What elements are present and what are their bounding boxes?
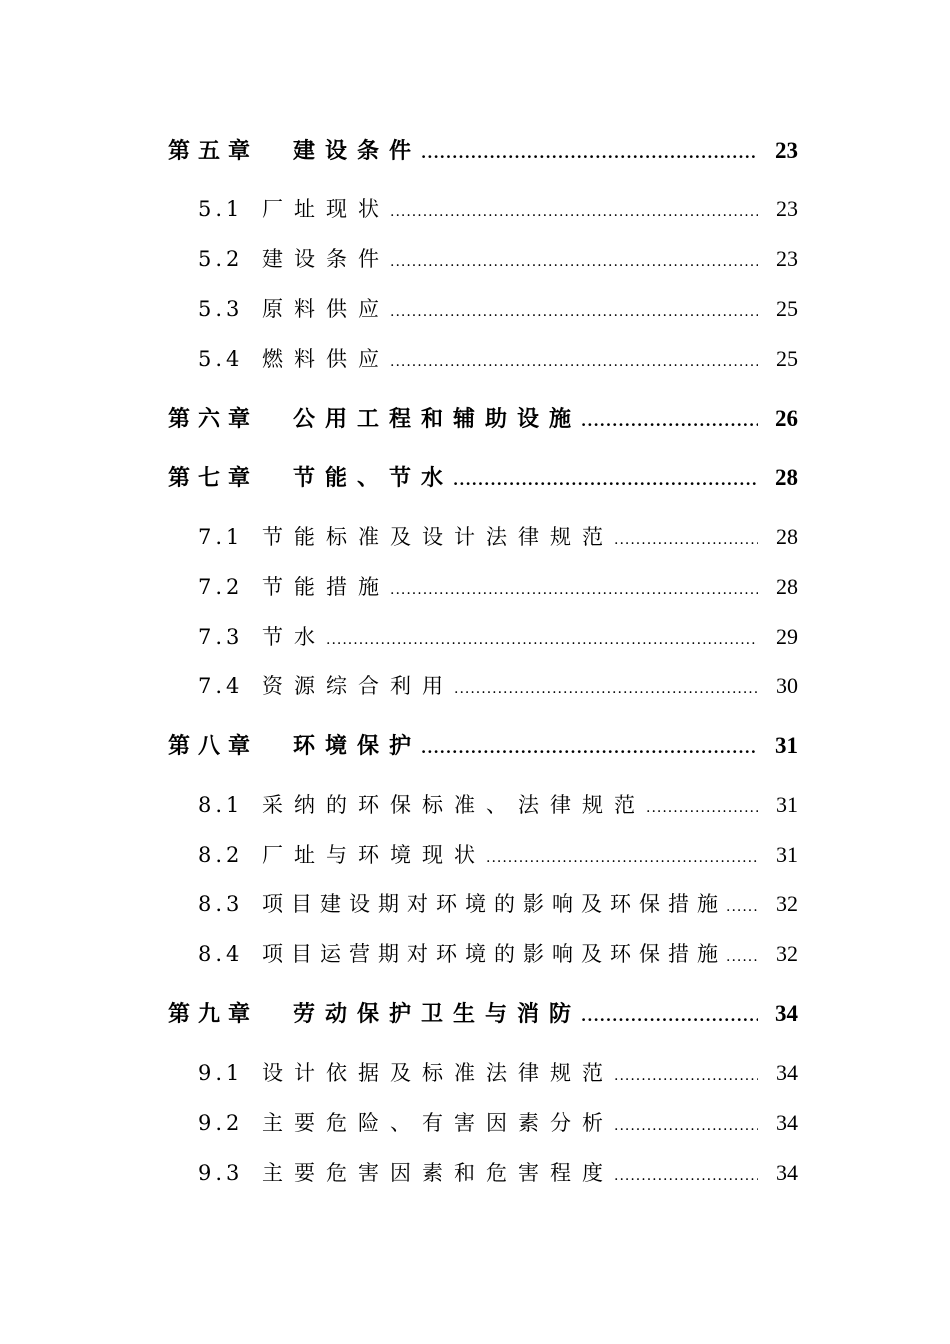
toc-page-number: 31 <box>775 733 798 758</box>
dot-leader <box>614 532 758 548</box>
toc-title: 设计依据及标准法律规范 <box>262 1061 614 1085</box>
toc-entry-section-5-1[interactable] <box>168 193 798 229</box>
toc-number: 第五章 <box>168 138 259 164</box>
toc-entry-chapter-6[interactable] <box>168 402 798 438</box>
dot-leader <box>646 800 758 816</box>
toc-page-number: 34 <box>775 1001 798 1026</box>
toc-title: 项目运营期对环境的影响及环保措施 <box>262 942 726 966</box>
toc-page-number: 29 <box>776 624 798 649</box>
toc-entry-section-9-3[interactable] <box>168 1157 798 1193</box>
dot-leader <box>486 850 758 866</box>
toc-entry-chapter-7[interactable] <box>168 461 798 497</box>
toc-number: 8.4 <box>198 942 244 966</box>
toc-entry-section-8-2[interactable] <box>168 839 798 875</box>
toc-title: 劳动保护卫生与消防 <box>293 1001 582 1027</box>
toc-page-number: 23 <box>775 138 798 163</box>
toc-number: 7.2 <box>198 575 244 599</box>
toc-page-number: 31 <box>776 842 798 867</box>
toc-page-number: 28 <box>775 465 798 490</box>
toc-title: 资源综合利用 <box>262 674 454 698</box>
toc-page-number: 23 <box>776 196 798 221</box>
toc-title: 建设条件 <box>293 138 422 164</box>
toc-title: 原料供应 <box>262 297 390 321</box>
dot-leader <box>453 471 758 489</box>
toc-title: 环境保护 <box>293 733 422 759</box>
toc-number: 第七章 <box>168 465 259 491</box>
toc-number: 8.3 <box>198 892 244 916</box>
toc-page-number: 31 <box>776 792 798 817</box>
toc-number: 9.3 <box>198 1161 244 1185</box>
dot-leader <box>326 632 758 648</box>
toc-title: 厂址现状 <box>262 197 390 221</box>
toc-entry-section-8-1[interactable] <box>168 789 798 825</box>
toc-title: 建设条件 <box>262 247 390 271</box>
dot-leader <box>390 204 758 220</box>
toc-entry-section-9-2[interactable] <box>168 1107 798 1143</box>
toc-number: 第八章 <box>168 733 259 759</box>
dot-leader <box>390 304 758 320</box>
toc-entry-chapter-8[interactable] <box>168 729 798 765</box>
toc-entry-chapter-5[interactable] <box>168 134 798 170</box>
toc-number: 7.4 <box>198 674 244 698</box>
toc-page-number: 32 <box>776 891 798 916</box>
toc-number: 5.2 <box>198 247 244 271</box>
toc-number: 9.1 <box>198 1061 244 1085</box>
toc-title: 项目建设期对环境的影响及环保措施 <box>262 892 726 916</box>
dot-leader <box>390 582 758 598</box>
toc-page-number: 23 <box>776 246 798 271</box>
toc-entry-section-5-4[interactable] <box>168 343 798 379</box>
toc-page-number: 28 <box>776 524 798 549</box>
toc-title: 公用工程和辅助设施 <box>293 406 582 432</box>
toc-page-number: 34 <box>776 1160 798 1185</box>
toc-title: 采纳的环保标准、法律规范 <box>262 793 646 817</box>
toc-entry-chapter-9[interactable] <box>168 997 798 1033</box>
dot-leader <box>454 681 758 697</box>
toc-title: 节能、节水 <box>293 465 454 491</box>
toc-title: 节水 <box>262 625 326 649</box>
toc-number: 5.4 <box>198 347 244 371</box>
toc-page-number: 25 <box>776 296 798 321</box>
toc-number: 7.1 <box>198 525 244 549</box>
toc-entry-section-7-3[interactable] <box>168 621 798 657</box>
dot-leader <box>581 1007 758 1025</box>
dot-leader <box>614 1168 758 1184</box>
dot-leader <box>421 739 758 757</box>
toc-number: 8.2 <box>198 843 244 867</box>
toc-page-number: 26 <box>775 406 798 431</box>
toc-number: 第六章 <box>168 406 259 432</box>
dot-leader <box>421 144 758 162</box>
toc-number: 8.1 <box>198 793 244 817</box>
toc-title: 燃料供应 <box>262 347 390 371</box>
toc-entry-section-7-4[interactable] <box>168 670 798 706</box>
toc-title: 主要危险、有害因素分析 <box>262 1111 614 1135</box>
toc-page-number: 25 <box>776 346 798 371</box>
toc-title: 节能标准及设计法律规范 <box>262 525 614 549</box>
dot-leader <box>390 254 758 270</box>
toc-title: 厂址与环境现状 <box>262 843 486 867</box>
toc-entry-section-8-4[interactable] <box>168 938 798 974</box>
dot-leader <box>390 354 758 370</box>
dot-leader <box>581 412 758 430</box>
toc-number: 7.3 <box>198 625 244 649</box>
toc-number: 5.3 <box>198 297 244 321</box>
toc-number: 5.1 <box>198 197 244 221</box>
toc-page-number: 28 <box>776 574 798 599</box>
toc-entry-section-8-3[interactable] <box>168 888 798 924</box>
toc-number: 第九章 <box>168 1001 259 1027</box>
dot-leader <box>726 899 758 915</box>
toc-page-number: 30 <box>776 673 798 698</box>
toc-page-number: 34 <box>776 1110 798 1135</box>
toc-title: 主要危害因素和危害程度 <box>262 1161 614 1185</box>
toc-entry-section-5-3[interactable] <box>168 293 798 329</box>
toc-entry-section-7-1[interactable] <box>168 521 798 557</box>
dot-leader <box>614 1068 758 1084</box>
toc-title: 节能措施 <box>262 575 390 599</box>
toc-number: 9.2 <box>198 1111 244 1135</box>
toc-entry-section-7-2[interactable] <box>168 571 798 607</box>
toc-entry-section-9-1[interactable] <box>168 1057 798 1093</box>
toc-page-number: 34 <box>776 1060 798 1085</box>
toc-entry-section-5-2[interactable] <box>168 243 798 279</box>
dot-leader <box>726 949 758 965</box>
dot-leader <box>614 1118 758 1134</box>
toc-page-number: 32 <box>776 941 798 966</box>
